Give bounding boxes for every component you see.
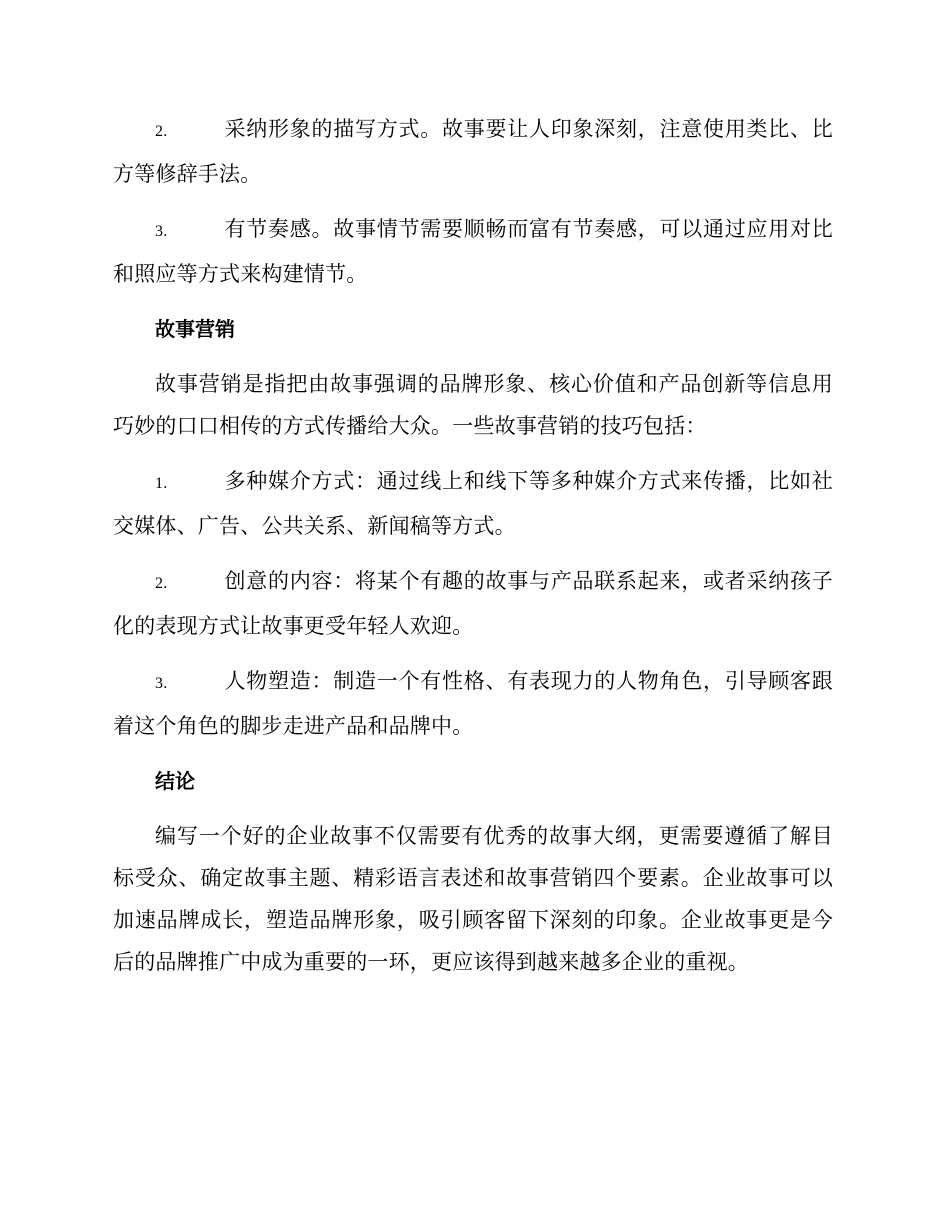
list-item-text: 多种媒介方式：通过线上和线下等多种媒介方式来传播，比如社交媒体、广告、公共关系、新闻稿等方式。 xyxy=(113,469,833,538)
paragraph-conclusion: 编写一个好的企业故事不仅需要有优秀的故事大纲，更需要遵循了解目标受众、确定故事主题、精彩语言表述和故事营销四个要素。企业故事可以加速品牌成长，塑造品牌形象，吸引顾客留下深刻的印象。企业故事更是今后的品牌推广中成为重要的一环，更应该得到越来越多企业的重视。 xyxy=(113,824,833,974)
list-item xyxy=(113,208,833,295)
list-item-text: 人物塑造：制造一个有性格、有表现力的人物角色，引导顾客跟着这个角色的脚步走进产品和品牌中。 xyxy=(113,669,833,738)
list-item-text: 创意的内容：将某个有趣的故事与产品联系起来，或者采纳孩子化的表现方式让故事更受年轻人欢迎。 xyxy=(113,569,833,638)
list-item-number: 2. xyxy=(155,575,168,592)
paragraph-story-marketing-intro: 故事营销是指把由故事强调的品牌形象、核心价值和产品创新等信息用巧妙的口口相传的方式传播给大众。一些故事营销的技巧包括： xyxy=(113,372,833,438)
section-heading-conclusion: 结论 xyxy=(155,769,195,793)
list-item xyxy=(113,660,833,747)
document-content xyxy=(113,108,833,996)
list-item xyxy=(113,560,833,647)
list-item-number: 3. xyxy=(155,675,168,692)
list-item-text: 有节奏感。故事情节需要顺畅而富有节奏感，可以通过应用对比和照应等方式来构建情节。 xyxy=(113,217,833,286)
list-item-number: 1. xyxy=(155,475,168,492)
list-item xyxy=(113,108,833,195)
list-item-text: 采纳形象的描写方式。故事要让人印象深刻，注意使用类比、比方等修辞手法。 xyxy=(113,117,833,186)
list-item-number: 3. xyxy=(155,223,168,240)
list-item xyxy=(113,460,833,547)
list-item-number: 2. xyxy=(155,123,168,140)
section-heading-story-marketing: 故事营销 xyxy=(155,317,235,341)
